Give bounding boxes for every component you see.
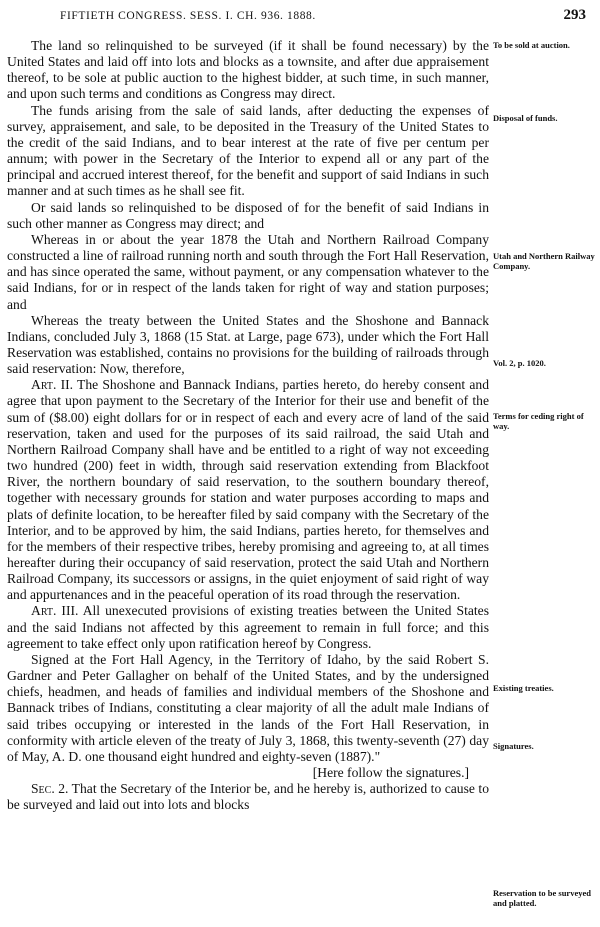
margin-note-right-of-way: Terms for ceding right of way. bbox=[493, 411, 584, 431]
signatures-note: [Here follow the signatures.] bbox=[312, 765, 469, 781]
section-label: Sec. 2. bbox=[31, 781, 69, 797]
margin-note-signatures: Signatures. bbox=[493, 741, 534, 751]
paragraph-article-ii: Art. II. The Shoshone and Bannack Indians, parties hereto, do hereby consent and agree that upon payment to the Secretary of the Interior for their use and benefit of the sum of ($8.00) eight dollars for or in respect of each and every acre of land of the said reservation, taken and used for the purposes of its said railroad, the said Utah and Northern Railroad Company shall have and be entitled to a right of way not exceeding two hundred (200) feet in width, through said reservation extending from Blackfoot River, the northern boundary of said reservation, to the southern boundary thereof, together with necessary grounds for station and water purposes according to maps and plats of definite location, to be hereafter filed by said company with the Secretary of the Interior, and to be approved by him, the said Indians, parties hereto, for themselves and for the members of their respective tribes, hereby promising and agreeing to, at all times hereafter during their occupancy of said reservation, protect the said Utah and Northern Railroad Company, its successors or assigns, in the quiet enjoyment of said right of way and appurtenances and in the peaceful operation of its road through the reservation. bbox=[7, 377, 489, 603]
paragraph-section-2: Sec. 2. That the Secretary of the Interior be, and he hereby is, authorized to cause to be surveyed and laid out into lots and blocks bbox=[7, 781, 489, 813]
body-text bbox=[7, 38, 489, 814]
paragraph-townsite-sale: The land so relinquished to be surveyed (if it shall be found necessary) by the United States and laid off into lots and blocks as a townsite, and after due appraisement thereof, to be sole at public auction to the highest bidder, at such time, in such manner, and upon such terms and conditions as Congress may direct. bbox=[7, 38, 489, 102]
margin-note-railway-company: Utah and Northern Railway Company. bbox=[493, 251, 595, 271]
paragraph-whereas-railroad: Whereas in or about the year 1878 the Utah and Northern Railroad Company constructed a line of railroad running north and south through the Fort Hall Reservation, and has since operated the same, without payment, or any compensation whatever to the said Indians, for or in respect of the lands taken for right of way and station purposes; and bbox=[7, 231, 489, 312]
paragraph-article-iii: Art. III. All unexecuted provisions of existing treaties between the United States and the said Indians not affected by this agreement to remain in full force; and this agreement to take effect only upon ratification hereof by Congress. bbox=[7, 603, 489, 651]
page-header bbox=[60, 8, 586, 24]
margin-note-existing-treaties: Existing treaties. bbox=[493, 683, 554, 693]
paragraph-whereas-treaty: Whereas the treaty between the United States and the Shoshone and Bannack Indians, concluded July 3, 1868 (15 Stat. at Large, page 673), under which the Fort Hall Reservation was established, contains no provisions for the building of railroads through said reservation: Now, therefore, bbox=[7, 312, 489, 377]
running-title: FIFTIETH CONGRESS. SESS. I. CH. 936. 1888. bbox=[60, 10, 316, 22]
article-label: Art. II. bbox=[31, 377, 74, 393]
margin-note-reservation-surveyed: Reservation to be surveyed and platted. bbox=[493, 888, 591, 908]
paragraph-other-disposal: Or said lands so relinquished to be disposed of for the benefit of said Indians in such other manner as Congress may direct; and bbox=[7, 199, 489, 231]
margin-note-volume-reference: Vol. 2, p. 1020. bbox=[493, 358, 546, 368]
article-label: Art. III. bbox=[31, 603, 79, 619]
paragraph-signed: Signed at the Fort Hall Agency, in the Territory of Idaho, by the said Robert S. Gardner and Peter Gallagher on behalf of the United States, and by the undersigned chiefs, headmen, and heads of families and individual members of the Shoshone and Bannack tribes of Indians, constituting a clear majority of all the adult male Indians of said tribes occupying or interested in the lands of the Fort Hall Reservation, in conformity with article eleven of the treaty of July 3, 1868, this twenty-seventh (27) day of May, A. D. one thousand eight hundred and eighty-seven (1887)." bbox=[7, 651, 489, 764]
paragraph-disposal-of-funds: The funds arising from the sale of said lands, after deducting the expenses of survey, appraisement, and sale, to be deposited in the Treasury of the United States to the credit of the said Indians, and to bear interest at the rate of five per centum per annum; with power in the Secretary of the Interior to expend all or any part of the principal and accrued interest thereof, for the benefit and support of said Indians in such manner and at such times as he shall see fit. bbox=[7, 102, 489, 199]
margin-note-sold-at-auction: To be sold at auction. bbox=[493, 40, 570, 50]
margin-note-disposal-of-funds: Disposal of funds. bbox=[493, 113, 558, 123]
page-number: 293 bbox=[563, 7, 586, 23]
